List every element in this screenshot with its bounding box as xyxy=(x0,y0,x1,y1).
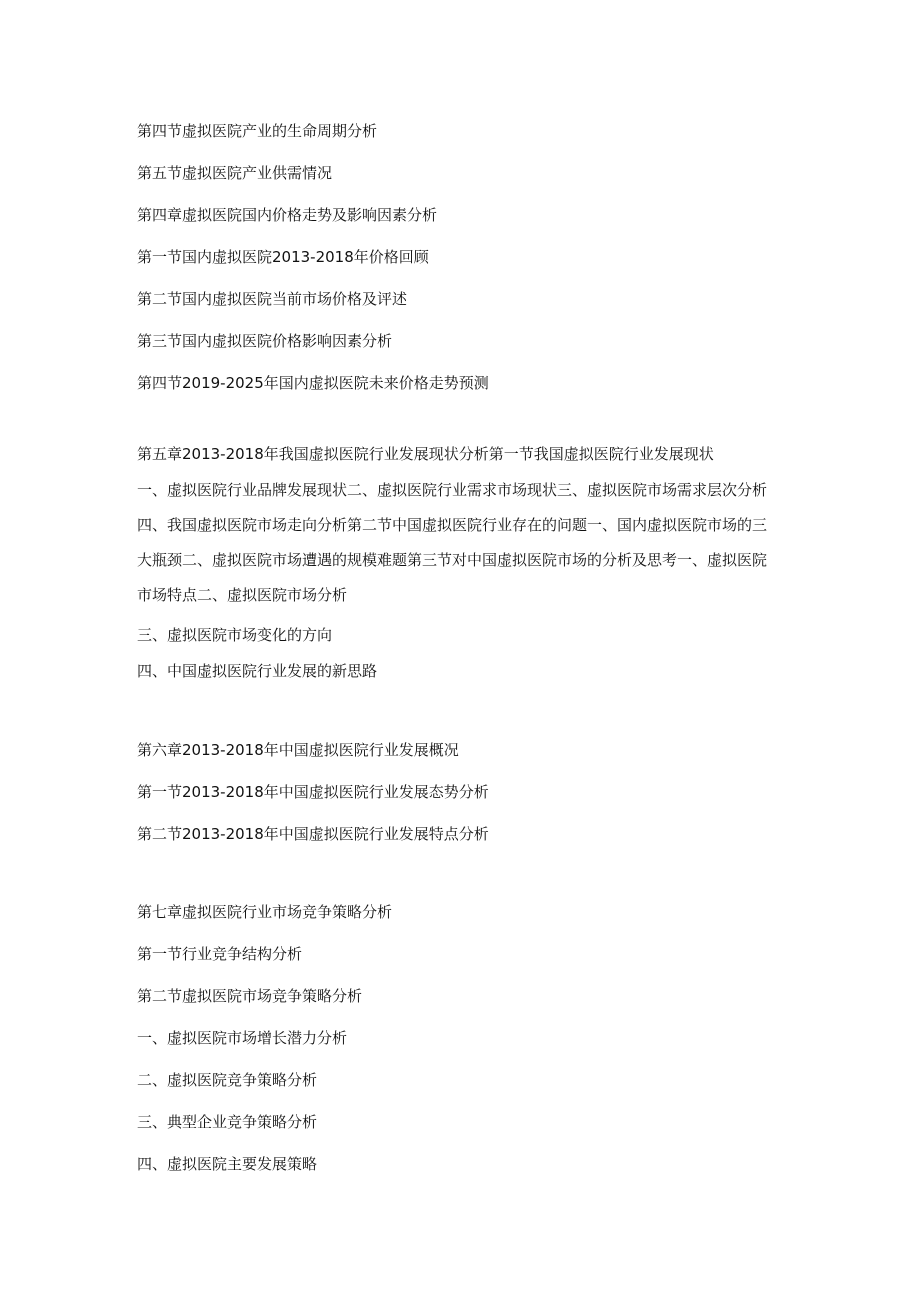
toc-line: 第一节国内虚拟医院2013-2018年价格回顾 xyxy=(137,248,429,266)
toc-paragraph: 一、虚拟医院行业品牌发展现状二、虚拟医院行业需求市场现状三、虚拟医院市场需求层次分析四、我国虚拟医院市场走向分析第二节中国虚拟医院行业存在的问题一、国内虚拟医院市场的三大瓶颈二、虚拟医院市场遭遇的规模难题第三节对中国虚拟医院市场的分析及思考一、虚拟医院市场特点二、虚拟医院市场分析 xyxy=(137,481,768,604)
toc-line: 三、典型企业竞争策略分析 xyxy=(137,1113,318,1131)
toc-line: 第二节虚拟医院市场竞争策略分析 xyxy=(137,987,363,1005)
chapter-heading: 第四章虚拟医院国内价格走势及影响因素分析 xyxy=(137,206,438,224)
toc-line: 第四节虚拟医院产业的生命周期分析 xyxy=(137,122,378,140)
toc-line: 第二节2013-2018年中国虚拟医院行业发展特点分析 xyxy=(137,825,489,843)
toc-line: 二、虚拟医院竞争策略分析 xyxy=(137,1071,318,1089)
toc-line: 一、虚拟医院市场增长潜力分析 xyxy=(137,1029,348,1047)
toc-line: 第五节虚拟医院产业供需情况 xyxy=(137,164,333,182)
toc-line: 第一节行业竞争结构分析 xyxy=(137,945,303,963)
toc-line: 第三节国内虚拟医院价格影响因素分析 xyxy=(137,332,393,350)
chapter-heading: 第五章2013-2018年我国虚拟医院行业发展现状分析第一节我国虚拟医院行业发展现状 xyxy=(137,445,714,463)
chapter-heading: 第七章虚拟医院行业市场竞争策略分析 xyxy=(137,903,393,921)
toc-line: 四、中国虚拟医院行业发展的新思路 xyxy=(137,662,378,680)
toc-line: 第四节2019-2025年国内虚拟医院未来价格走势预测 xyxy=(137,374,489,392)
toc-line: 第一节2013-2018年中国虚拟医院行业发展态势分析 xyxy=(137,783,489,801)
chapter-heading: 第六章2013-2018年中国虚拟医院行业发展概况 xyxy=(137,741,459,759)
toc-line: 第二节国内虚拟医院当前市场价格及评述 xyxy=(137,290,408,308)
toc-line: 三、虚拟医院市场变化的方向 xyxy=(137,626,333,644)
toc-line: 四、虚拟医院主要发展策略 xyxy=(137,1155,318,1173)
